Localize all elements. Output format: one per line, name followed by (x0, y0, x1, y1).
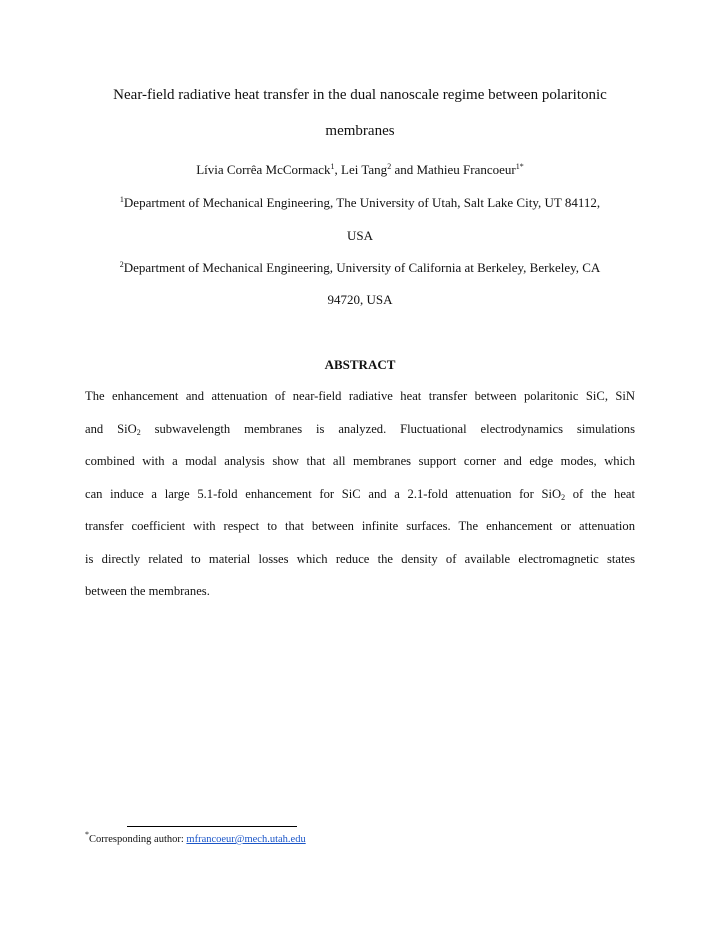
abstract-line: between the membranes. (85, 584, 210, 598)
footnote-rule (127, 826, 297, 827)
abstract-line: combined with a modal analysis show that all membranes support corner and edge modes, which (85, 454, 635, 468)
author-affiliation-mark: 1 (330, 162, 335, 171)
author-list (0, 162, 720, 178)
abstract-text: and SiO (85, 421, 137, 436)
abstract-line: is directly related to material losses which reduce the density of available electromagnetic states (85, 551, 635, 566)
author-separator: , (334, 162, 342, 177)
author-name: Lei Tang (341, 162, 388, 177)
abstract-text: of the heat (565, 486, 635, 501)
footnote-label: Corresponding author: (89, 834, 187, 845)
abstract-body (85, 390, 635, 618)
corresponding-email-link[interactable]: mfrancoeur@mech.utah.edu (186, 834, 306, 845)
subscript: 2 (136, 427, 141, 437)
footnote (85, 830, 306, 845)
author-separator: and (391, 162, 417, 177)
paper-title-line-1: Near-field radiative heat transfer in the dual nanoscale regime between polaritonic (113, 87, 607, 103)
affiliation-1-line-2: USA (346, 228, 373, 243)
author-name: Mathieu Francoeur (416, 162, 516, 177)
abstract-text: can induce a large 5.1-fold enhancement for SiC and a 2.1-fold attenuation for SiO (85, 486, 562, 501)
footnote-mark: * (85, 830, 89, 839)
affiliation-mark: 1 (119, 195, 124, 204)
abstract-line (85, 488, 635, 521)
subscript: 2 (561, 492, 566, 502)
abstract-line: The enhancement and attenuation of near-field radiative heat transfer between polaritonic SiC, SiN (85, 389, 635, 403)
affiliation-2-line-2: 94720, USA (327, 292, 393, 307)
abstract-line: transfer coefficient with respect to that between infinite surfaces. The enhancement or attenuation (85, 519, 635, 533)
author-affiliation-mark: 2 (387, 162, 392, 171)
paper-title-line-2: membranes (325, 123, 395, 139)
author-name: Lívia Corrêa McCormack (196, 162, 331, 177)
affiliation-2-line-1 (0, 260, 720, 276)
affiliation-mark: 2 (119, 260, 124, 269)
abstract-heading: ABSTRACT (324, 357, 396, 372)
abstract-text: subwavelength membranes is analyzed. Fluctuational electrodynamics simulations (140, 421, 636, 436)
affiliation-text: Department of Mechanical Engineering, University of California at Berkeley, Berkeley, CA (123, 260, 601, 275)
affiliation-text: Department of Mechanical Engineering, The University of Utah, Salt Lake City, UT 84112, (123, 195, 601, 210)
abstract-line (85, 423, 635, 456)
author-affiliation-mark: 1* (515, 162, 524, 171)
affiliation-1-line-1 (0, 195, 720, 211)
